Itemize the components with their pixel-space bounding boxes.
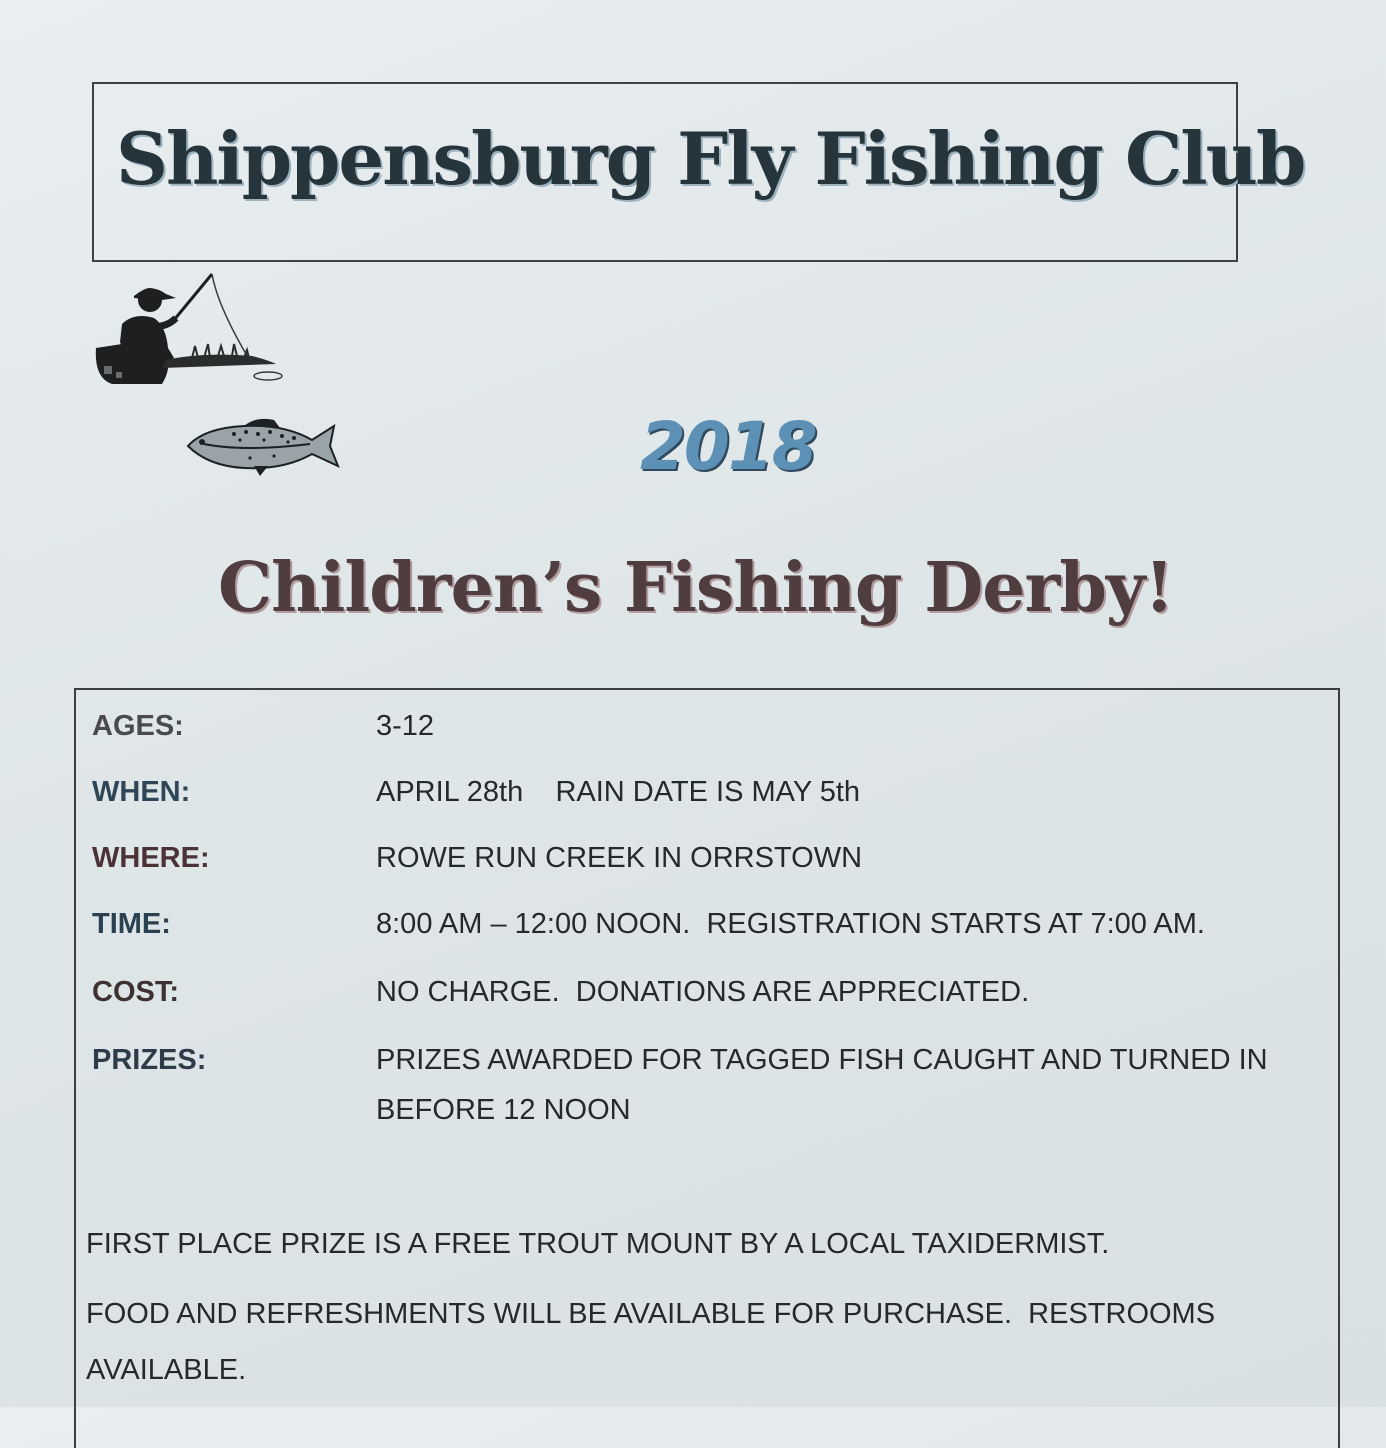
when-label: WHEN: [92, 776, 191, 808]
event-year: 2018 [640, 408, 816, 485]
when-value: APRIL 28th RAIN DATE IS MAY 5th [376, 776, 861, 808]
ages-label: AGES: [92, 710, 184, 742]
where-label: WHERE: [92, 842, 210, 874]
cost-value: NO CHARGE. DONATIONS ARE APPRECIATED. [376, 976, 1030, 1008]
details-box [74, 688, 1340, 1448]
first-place-note: FIRST PLACE PRIZE IS A FREE TROUT MOUNT BY A LOCAL TAXIDERMIST. [86, 1228, 1110, 1260]
prizes-label: PRIZES: [92, 1044, 207, 1076]
fisherman-icon [92, 268, 292, 388]
prizes-value-line1: PRIZES AWARDED FOR TAGGED FISH CAUGHT AND TURNED IN [376, 1044, 1268, 1076]
ages-value: 3-12 [376, 710, 435, 742]
where-value: ROWE RUN CREEK IN ORRSTOWN [376, 842, 863, 874]
food-note-line1: FOOD AND REFRESHMENTS WILL BE AVAILABLE FOR PURCHASE. RESTROOMS [86, 1298, 1216, 1330]
time-value: 8:00 AM – 12:00 NOON. REGISTRATION STARTS AT 7:00 AM. [376, 908, 1205, 940]
prizes-value-line2: BEFORE 12 NOON [376, 1094, 631, 1126]
club-title: Shippensburg Fly Fishing Club [116, 116, 1305, 201]
club-title-box [92, 82, 1305, 262]
cost-label: COST: [92, 976, 179, 1008]
time-label: TIME: [92, 908, 171, 940]
event-title: Children’s Fishing Derby! [218, 548, 1174, 628]
food-note-line2: AVAILABLE. [86, 1354, 247, 1386]
trout-icon [184, 414, 344, 480]
